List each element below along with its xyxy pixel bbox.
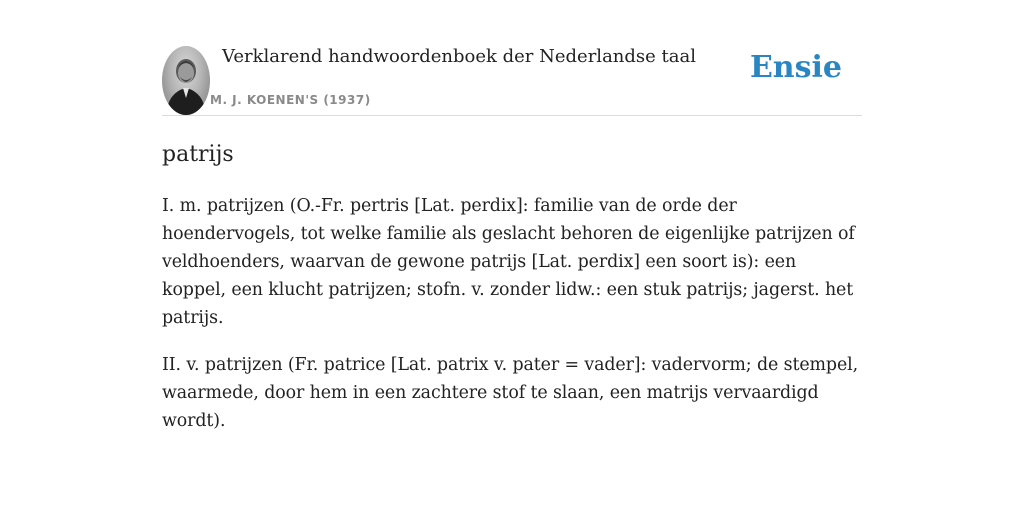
definition-1: I. m. patrijzen (O.-Fr. pertris [Lat. perdix]: familie van de orde der hoendervogels, tot welke familie als geslacht behoren de eigenlijke patrijzen of veldhoenders, waarvan de gewone patrijs [Lat. perdix] een soort is): een koppel, een klucht patrijzen; stofn. v. zonder lidw.: een stuk patrijs; jagerst. het patrijs. [162, 196, 855, 328]
page [162, 0, 862, 435]
definition-2: II. v. patrijzen (Fr. patrice [Lat. patrix v. pater = vader]: vadervorm; de stempel, waarmede, door hem in een zachtere stof te slaan, een matrijs vervaardigd wordt). [162, 355, 859, 431]
author-portrait-icon [162, 46, 210, 115]
book-title: Verklarend handwoordenboek der Nederlandse taal [222, 46, 696, 67]
ensie-logo-link[interactable]: Ensie [749, 50, 842, 85]
source-header [162, 46, 862, 116]
entry-headword: patrijs [162, 142, 234, 167]
book-author: M. J. KOENEN'S (1937) [210, 93, 371, 107]
